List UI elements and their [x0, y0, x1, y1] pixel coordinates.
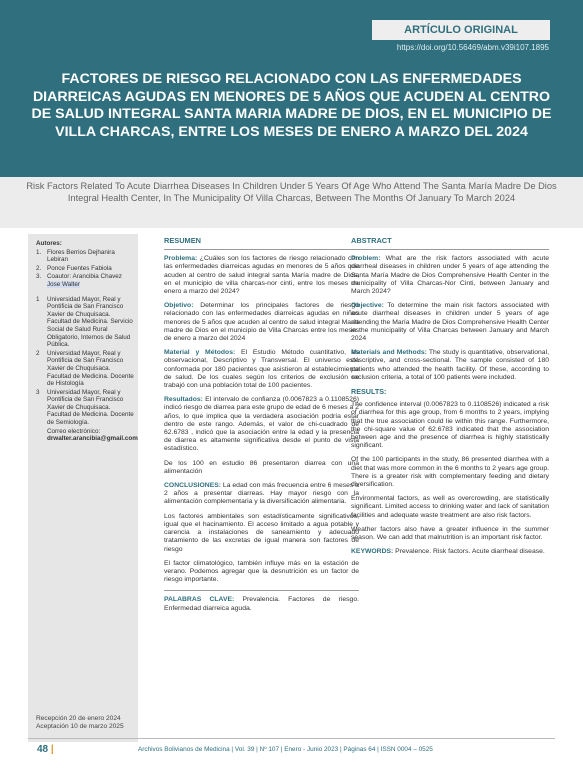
- resumen-paragraph: El factor climatológico, también influye más en la estación de verano. Podemos agregar que la desnutrición es un factor de riesgo importante.: [164, 559, 359, 584]
- label: Materials and Methods:: [351, 349, 427, 357]
- text: ¿Cuáles son los factores de riesgo relacionado con las enfermedades diarreicas agudas en menores de 5 años que acuden al centro de salud integral santa María madre de Dios, en el municipio de villa charcas-nor cinti, entre los meses de enero a marzo del 2024?: [164, 255, 359, 296]
- author-number: 3.: [36, 273, 42, 281]
- label: Objetivo:: [164, 302, 194, 310]
- author-name: Flores Berrios Dejhanira Lebiran: [47, 248, 115, 264]
- text: El intervalo de confianza (0.0067823 a 0.1108526) indicó riesgo de diarrea para este grupo de edad de 6 meses a 2 años, lo que implica que la verdadera asociación podría estar dentro de este rango. Además, el valor de chi-cuadrado de 62.6783 , indicó que la asociación entre la edad y la presencia de diarrea es altamente significativa desde el punto de vista estadístico.: [164, 396, 359, 453]
- author-info: [36, 240, 136, 443]
- affiliation-text: Universidad Mayor, Real y Pontificia de San Francisco Xavier de Chuquisaca. Facultad de Medicina. Docente de Histología: [47, 349, 134, 388]
- affiliation-number: 3: [36, 388, 40, 396]
- label: Material y Métodos:: [164, 349, 236, 357]
- label: Problema:: [164, 255, 198, 263]
- resumen-column: [164, 237, 359, 619]
- contact-label: Correo electrónico:: [47, 427, 101, 435]
- resumen-heading: RESUMEN: [164, 237, 359, 250]
- abstract-results-paragraph: Of the 100 participants in the study, 86 presented diarrhea with a diet that was more common in the 6 months to 2 years age group. There is a greater risk with complementary feeding and dietary diversification.: [351, 456, 549, 489]
- results-heading: RESULTS:: [351, 387, 387, 397]
- authors-label: Autores:: [36, 240, 62, 247]
- resumen-conclusiones: [164, 482, 359, 507]
- affiliation-number: 2: [36, 349, 40, 357]
- resumen-paragraph: De los 100 en estudio 86 presentaron diarrea con una alimentación: [164, 459, 359, 475]
- affiliation-item: [36, 350, 136, 388]
- text: Prevalencia. Factores de riesgo. Enfermedad diarreica aguda.: [164, 596, 359, 612]
- english-title: Risk Factors Related To Acute Diarrhea Diseases In Children Under 5 Years Of Age Who Attend The Santa María Madre De Dios Integral Health Center, In The Municipality Of Villa Charcas, Between The Months Of January To March 2024: [26, 181, 557, 204]
- article-type-badge: ARTÍCULO ORIGINAL: [372, 20, 550, 40]
- resumen-objetivo: [164, 302, 359, 343]
- text: Prevalence. Risk factors. Acute diarrheal disease.: [393, 548, 545, 556]
- page-number-value: 48: [37, 744, 49, 755]
- article-dates: [36, 715, 124, 732]
- page-number: [37, 744, 54, 755]
- contact-info: [36, 428, 136, 443]
- accepted-date: Aceptación 10 de marzo 2025: [36, 723, 124, 731]
- author-item: [36, 249, 136, 264]
- author-item: [36, 273, 136, 288]
- page-number-bar: |: [50, 744, 54, 755]
- abstract-keywords: [351, 548, 549, 556]
- author-number: 1.: [36, 248, 42, 256]
- affiliation-text: Universidad Mayor, Real y Pontificia de San Francisco Xavier de Chuquisaca. Facultad de Medicina. Servicio Social de Salud Rural Obligatorio, Internos de Salud Pública.: [47, 295, 133, 349]
- label: CONCLUSIONES:: [164, 482, 222, 490]
- affiliation-text: Universidad Mayor, Real y Pontificia de San Francisco Xavier de Chuquisaca. Facultad de Medicina. Docente de Semiología.: [47, 388, 134, 427]
- abstract-objective: [351, 302, 549, 343]
- abstract-column: [351, 237, 549, 563]
- abstract-heading: ABSTRACT: [351, 237, 549, 250]
- abstract-results-paragraph: The confidence interval (0.0067823 to 0.1108526) indicated a risk of diarrhea for this age group, from 6 months to 2 years, implying that the true association could lie within this range. Furthermore, the chi-square value of 62.6783 indicated that the association between age and the presence of diarrhea is highly statistically significant.: [351, 401, 549, 450]
- abstract-results-paragraph: Weather factors also have a greater influence in the summer season. We can add that malnutrition is an important risk factor.: [351, 525, 549, 542]
- affiliation-number: 1: [36, 295, 40, 303]
- author-name: [47, 273, 136, 288]
- resumen-resultados: [164, 396, 359, 453]
- affiliation-list: [36, 296, 136, 427]
- resumen-keywords: [164, 590, 359, 612]
- affiliation-item: [36, 296, 136, 349]
- resumen-problema: [164, 255, 359, 296]
- text: Determinar los principales factores de riesgo relacionado con las enfermedades diarreicas agudas en niños menores de 5 años que acuden al centro de salud integral María madre de Dios en el municipio de Villa Charcas entre los meses de enero a marzo del 2024: [164, 302, 359, 343]
- label: PALABRAS CLAVE:: [164, 596, 235, 604]
- text: What are the risk factors associated with acute diarrheal diseases in children under 5 years of age attending the Santa María Madre de Dios Comprehensive Health Center in the municipality of Villa Charcas-Nor Cinti, between January and March 2024?: [351, 255, 549, 296]
- contact-email[interactable]: drwalter.arancibia@gmail.com: [47, 435, 138, 443]
- abstract-methods: [351, 349, 549, 382]
- author-list: [36, 249, 136, 289]
- journal-footer: Archivos Bolivianos de Medicina | Vol. 39 | Nº 107 | Enero - Junio 2023 | Páginas 64 | ISSN 0004 – 0525: [138, 746, 433, 753]
- author-number: 2.: [36, 264, 42, 272]
- label: Objective:: [351, 302, 384, 310]
- author-name-highlight: Jose Walter: [47, 280, 81, 288]
- abstract-problem: [351, 255, 549, 296]
- text: To determine the main risk factors associated with acute diarrheal diseases in children under 5 years of age attending the María Madre de Dios Comprehensive Health Center in the municipality of Villa Charcas between January and March 2024: [351, 302, 549, 343]
- author-name-part: Coautor: Arancibia Chavez: [47, 273, 122, 281]
- author-item: [36, 265, 136, 273]
- author-name: Ponce Fuentes Fabiola: [47, 264, 112, 272]
- footer-divider: [28, 738, 555, 739]
- resumen-paragraph: Los factores ambientales son estadísticamente significativos, igual que el hacinamiento. El acceso limitado a agua potable y carencia a instalaciones de saneamiento y adecuado tratamiento de las excretas de igual manera son factores de riesgo: [164, 512, 359, 553]
- abstract-results-paragraph: Environmental factors, as well as overcrowding, are statistically significant. Limited access to drinking water and lack of sanitation facilities and adequate waste treatment are also risk factors.: [351, 495, 549, 519]
- text: The study is quantitative, observational, descriptive, and cross-sectional. The sample consisted of 180 patients who attended the health facility. Of these, according to exclusion criteria, a total of 100 patients were included.: [351, 349, 549, 381]
- label: Problem:: [351, 255, 381, 263]
- doi-link[interactable]: https://doi.org/10.56469/abm.v39i107.1895: [396, 43, 549, 52]
- resumen-metodos: [164, 349, 359, 390]
- received-date: Recepción 20 de enero 2024: [36, 715, 121, 722]
- text: La edad con más frecuencia entre 6 meses a 2 años a presentar diarreas. Hay mayor riesgo con la alimentación complementaria y la diversificación alimentaria.: [164, 482, 359, 506]
- article-title: FACTORES DE RIESGO RELACIONADO CON LAS ENFERMEDADES DIARREICAS AGUDAS EN MENORES DE 5 AÑOS QUE ACUDEN AL CENTRO DE SALUD INTEGRAL SANTA MARIA MADRE DE DIOS, EN EL MUNICIPIO DE VILLA CHARCAS, ENTRE LOS MESES DE ENERO A MARZO DEL 2024: [31, 71, 552, 140]
- text: El Estudio Método cuantitativo, es observacional, Descriptivo y Transversal. El universo está conformada por 180 pacientes que asistieron al establecimiento de salud. De los cuales según los criterios de exclusión se trabajó con una población total de 100 pacientes.: [164, 349, 360, 390]
- affiliation-item: [36, 389, 136, 427]
- label: Resultados:: [164, 396, 203, 404]
- label: KEYWORDS:: [351, 548, 394, 556]
